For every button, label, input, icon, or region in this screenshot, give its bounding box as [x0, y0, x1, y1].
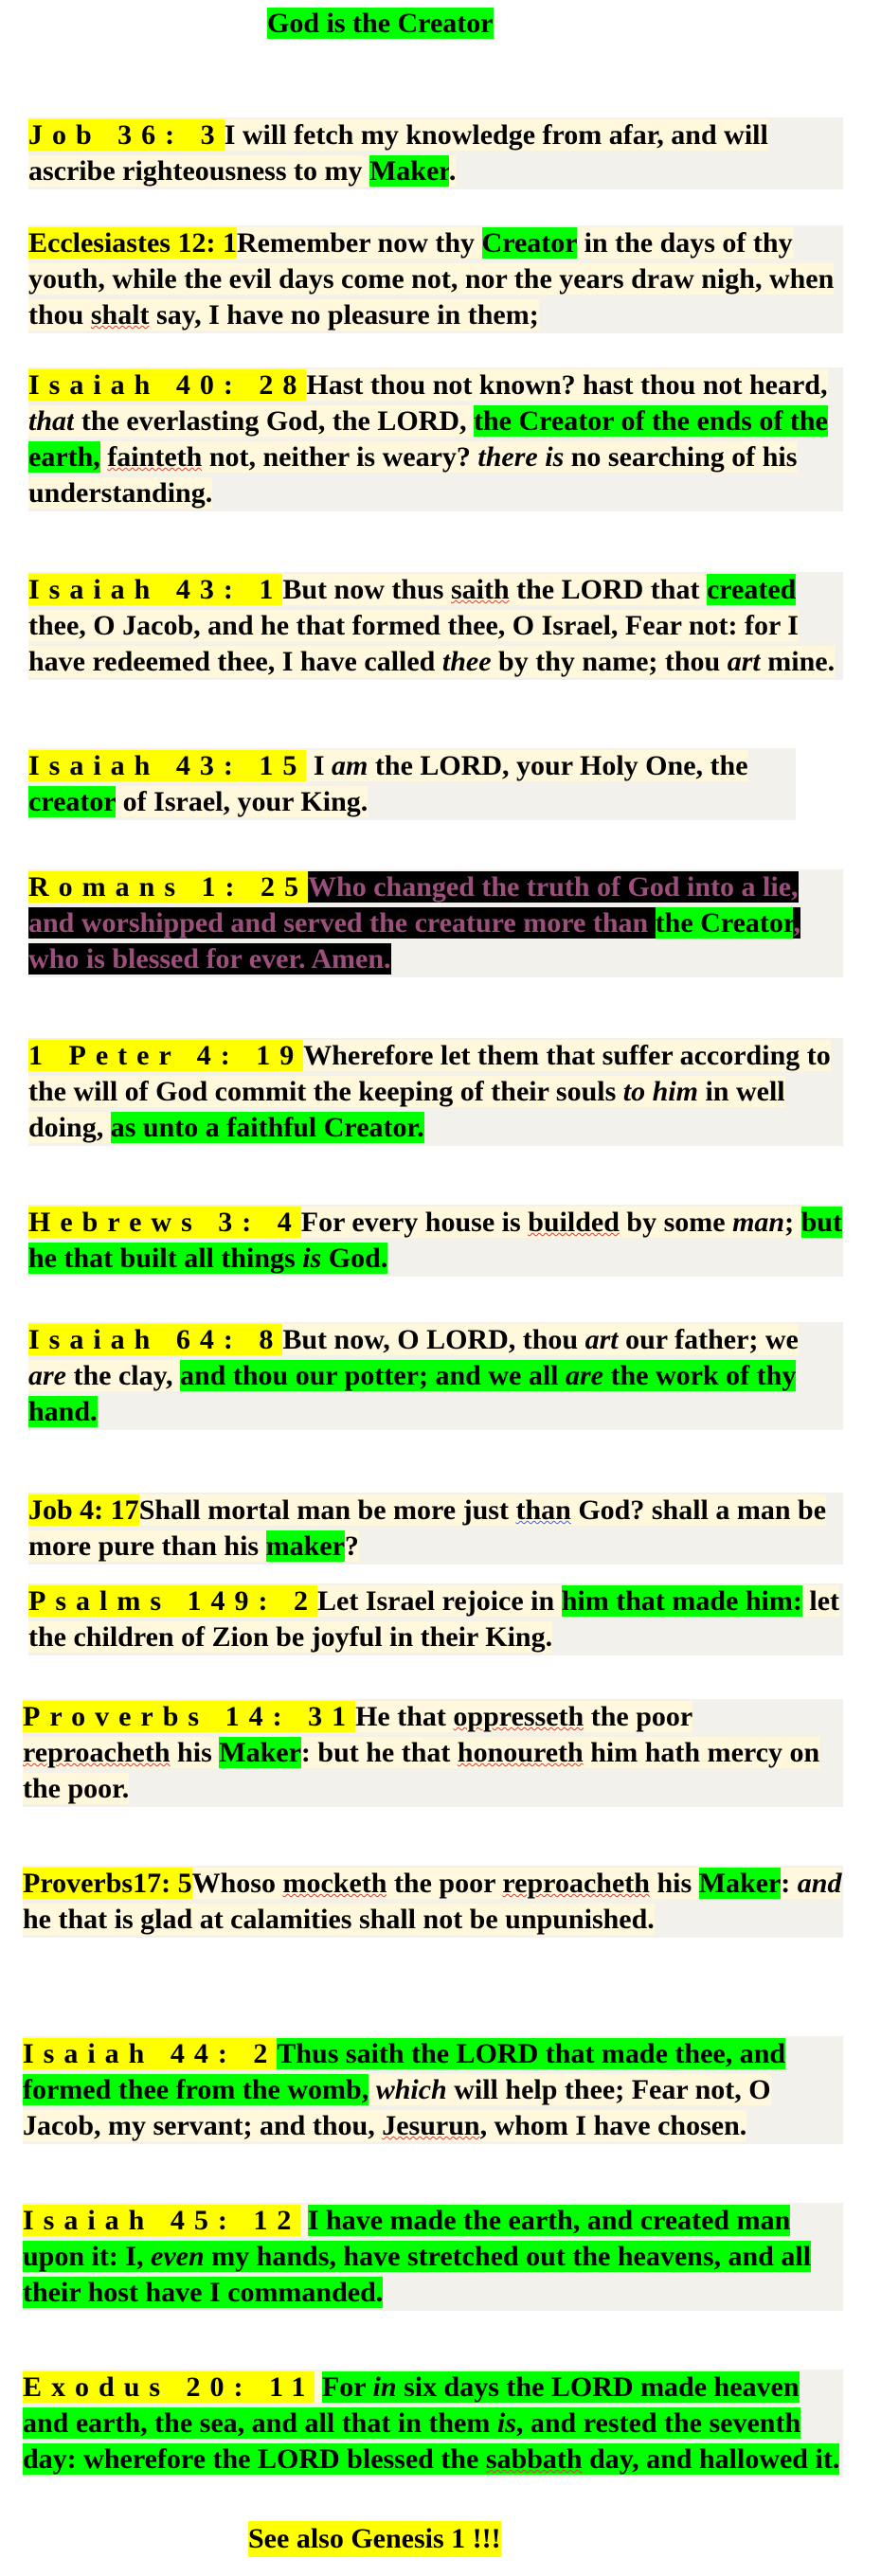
- verse-isaiah-40-28: [28, 367, 843, 511]
- verse-job-4-17: [28, 1493, 843, 1565]
- highlighted-phrase: and thou our potter; and we all: [180, 1360, 566, 1391]
- verse-reference: Isaiah 64: 8: [28, 1324, 283, 1355]
- verse-text: [23, 2370, 843, 2478]
- verse-segment: in the days of thy youth, while the evil days come not, nor the years draw nigh, when thou: [28, 227, 835, 331]
- verse-segment: :: [781, 1868, 798, 1899]
- verse-segment: there is: [477, 441, 565, 473]
- verse-segment: our father; we: [618, 1324, 799, 1355]
- verse-segment: [315, 2371, 322, 2403]
- verse-text: [28, 117, 843, 189]
- verse-reference: Ecclesiastes 12: 1: [28, 227, 237, 259]
- verse-isaiah-45-12: [23, 2203, 843, 2311]
- verse-proverbs-17-5: [23, 1866, 843, 1938]
- verse-segment: him hath mercy on the poor.: [23, 1737, 820, 1804]
- verse-text: [28, 869, 843, 977]
- highlighted-phrase: maker: [265, 1530, 345, 1562]
- verse-segment: art: [727, 646, 761, 677]
- verse-segment: builded: [528, 1207, 620, 1238]
- highlighted-phrase: is: [302, 1243, 322, 1274]
- highlighted-phrase: For: [321, 2371, 373, 2403]
- verse-reference: Psalms 149: 2: [28, 1585, 317, 1617]
- verse-text: [28, 1493, 843, 1565]
- highlighted-phrase: Maker: [219, 1737, 301, 1768]
- verse-reference: Proverbs 14: 31: [23, 1701, 356, 1732]
- verse-reference: 1 Peter 4: 19: [28, 1040, 304, 1071]
- verse-text: [23, 1866, 843, 1938]
- verse-segment: the poor: [584, 1701, 693, 1732]
- highlighted-phrase: created: [706, 574, 797, 605]
- verse-segment: no searching of his understanding.: [28, 441, 798, 509]
- verse-segment: of Israel, your King.: [116, 786, 369, 817]
- verse-1-peter-4-19: [28, 1038, 843, 1146]
- verse-segment: that: [28, 405, 75, 437]
- verse-segment: Shall mortal man be more just: [138, 1494, 516, 1526]
- verse-text: [23, 2036, 843, 2144]
- highlighted-phrase: but he that built all things: [28, 1207, 842, 1274]
- verse-segment: Wherefore let them that suffer according to the will of God commit the keeping of their souls: [28, 1040, 831, 1107]
- verse-segment: Jesurun: [382, 2110, 480, 2141]
- highlighted-phrase: him that made him:: [561, 1585, 802, 1617]
- verse-segment: reproacheth: [23, 1737, 171, 1768]
- verse-segment: his: [170, 1737, 220, 1768]
- verse-romans-1-25: [28, 869, 843, 977]
- verse-segment: : but he that: [300, 1737, 458, 1768]
- verse-isaiah-64-8: [28, 1322, 843, 1430]
- highlighted-phrase: the work of thy hand.: [28, 1360, 797, 1427]
- verse-segment: He that: [355, 1701, 454, 1732]
- highlighted-phrase: day, and hallowed it.: [582, 2443, 840, 2475]
- highlighted-phrase: creator: [28, 786, 117, 817]
- verse-segment: Whoso: [191, 1868, 283, 1899]
- verse-segment: oppresseth: [453, 1701, 584, 1732]
- verse-reference: Romans 1: 25: [28, 871, 309, 903]
- verse-segment: , who is blessed for ever. Amen.: [28, 907, 800, 975]
- highlighted-phrase: Maker: [369, 155, 449, 187]
- verse-text: [28, 1205, 843, 1277]
- verse-reference: Job 4: 17: [28, 1494, 139, 1526]
- verse-segment: the poor: [387, 1868, 503, 1899]
- verse-segment: thee, O Jacob, and he that formed thee, O Israel, Fear not: for I have redeemed thee, I have called: [28, 610, 799, 677]
- verse-segment: not, neither is weary?: [202, 441, 478, 473]
- verse-segment: Who changed the truth of God into a lie, and worshipped and served the creature more than: [28, 871, 799, 939]
- verse-segment: by thy name; thou: [491, 646, 728, 677]
- verse-segment: his: [649, 1868, 699, 1899]
- verse-text: [28, 1038, 843, 1146]
- verse-text: [23, 1699, 843, 1807]
- verse-segment: , whom I have chosen.: [479, 2110, 747, 2141]
- highlighted-phrase: God.: [321, 1243, 388, 1274]
- verse-text: [28, 1322, 843, 1430]
- verse-segment: God? shall a man be more pure than his: [28, 1494, 827, 1562]
- verse-text: [28, 225, 843, 333]
- verse-isaiah-44-2: [23, 2036, 843, 2144]
- verse-segment: in well doing,: [28, 1076, 785, 1143]
- verse-segment: he that is glad at calamities shall not be unpunished.: [23, 1904, 655, 1935]
- verse-segment: fainteth: [107, 441, 203, 473]
- verse-text: [23, 2203, 843, 2311]
- verse-reference: Exodus 20: 11: [23, 2371, 315, 2403]
- verse-segment: mocketh: [282, 1868, 387, 1899]
- verse-segment: shalt: [90, 299, 150, 331]
- highlighted-phrase: Creator: [481, 227, 578, 259]
- verse-segment: are: [28, 1360, 66, 1391]
- highlighted-phrase: Maker: [698, 1868, 782, 1899]
- verse-segment: to him: [622, 1076, 698, 1107]
- verse-segment: honoureth: [457, 1737, 584, 1768]
- verse-segment: the LORD that: [509, 574, 707, 605]
- verse-psalms-149-2: [28, 1583, 843, 1655]
- verse-text: [28, 572, 843, 680]
- verse-reference: Isaiah 43: 15: [28, 750, 307, 781]
- verse-segment: [369, 2074, 376, 2105]
- verse-ecclesiastes-12-1: [28, 225, 843, 333]
- verse-isaiah-43-15: [28, 748, 796, 820]
- highlighted-phrase: even: [151, 2241, 205, 2272]
- verse-segment: I: [306, 750, 333, 781]
- verse-segment: mine.: [760, 646, 836, 677]
- verse-segment: saith: [450, 574, 510, 605]
- verse-segment: say, I have no pleasure in them;: [149, 299, 539, 331]
- highlighted-phrase: I have made the earth, and created man upon it: I,: [23, 2205, 791, 2272]
- verse-proverbs-14-31: [23, 1699, 843, 1807]
- verse-reference: Hebrews 3: 4: [28, 1207, 301, 1238]
- verse-segment: .: [448, 155, 457, 187]
- highlighted-phrase: the Creator: [655, 907, 794, 939]
- highlighted-phrase: , and rested the seventh day: wherefore the LORD blessed the: [23, 2407, 801, 2475]
- highlighted-phrase: in: [372, 2371, 397, 2403]
- highlighted-phrase: as unto a faithful Creator.: [110, 1112, 424, 1143]
- verse-segment: But now thus: [282, 574, 451, 605]
- highlighted-phrase: six days the LORD made heaven and earth, the sea, and all that in them: [23, 2371, 800, 2439]
- highlighted-phrase: my hands, have stretched out the heavens, and all their host have I commanded.: [23, 2241, 812, 2308]
- verse-segment: than: [515, 1494, 571, 1526]
- verse-segment: ;: [784, 1207, 801, 1238]
- highlighted-phrase: is: [496, 2407, 516, 2439]
- verse-reference: Isaiah 44: 2: [23, 2038, 278, 2069]
- verse-segment: Remember now thy: [236, 227, 482, 259]
- highlighted-phrase: Thus saith the LORD that made thee, and formed thee from the womb,: [23, 2038, 786, 2105]
- verse-segment: But now, O LORD, thou: [282, 1324, 585, 1355]
- verse-reference: Proverbs17: 5: [23, 1868, 192, 1899]
- verse-reference: Isaiah 43: 1: [28, 574, 283, 605]
- verse-segment: the everlasting God, the LORD,: [74, 405, 474, 437]
- verse-segment: the LORD, your Holy One, the: [368, 750, 748, 781]
- verse-reference: Isaiah 45: 12: [23, 2205, 301, 2236]
- verse-segment: Let Israel rejoice in: [317, 1585, 562, 1617]
- verse-exodus-20-11: [23, 2370, 843, 2478]
- verse-segment: am: [332, 750, 369, 781]
- verse-segment: reproacheth: [502, 1868, 650, 1899]
- verse-text: [28, 748, 796, 820]
- verse-text: [28, 367, 843, 511]
- highlighted-phrase: are: [566, 1360, 603, 1391]
- verse-segment: ?: [344, 1530, 359, 1562]
- verse-segment: thee: [441, 646, 492, 677]
- verse-segment: which: [375, 2074, 447, 2105]
- verse-segment: Hast thou not known? hast thou not heard,: [306, 369, 828, 401]
- verse-segment: I will fetch my knowledge from afar, and will ascribe righteousness to my: [28, 119, 768, 187]
- highlighted-phrase: sabbath: [485, 2443, 583, 2475]
- verse-text: [28, 1583, 843, 1655]
- verse-isaiah-43-1: [28, 572, 843, 680]
- verse-segment: and: [797, 1868, 842, 1899]
- verse-reference: Isaiah 40: 28: [28, 369, 307, 401]
- page-title: God is the Creator: [267, 8, 494, 39]
- verse-job-36-3: [28, 117, 843, 189]
- verse-segment: For every house is: [300, 1207, 529, 1238]
- verse-segment: [300, 2205, 308, 2236]
- verse-segment: let the children of Zion be joyful in their King.: [28, 1585, 840, 1653]
- verse-segment: man: [732, 1207, 785, 1238]
- verse-segment: will help thee; Fear not, O Jacob, my servant; and thou,: [23, 2074, 771, 2141]
- verse-reference: Job 36: 3: [28, 119, 225, 151]
- highlighted-phrase: the Creator of the ends of the earth,: [28, 405, 828, 473]
- verse-hebrews-3-4: [28, 1205, 843, 1277]
- verse-segment: art: [584, 1324, 619, 1355]
- verse-segment: the clay,: [66, 1360, 180, 1391]
- see-also-note: See also Genesis 1 !!!: [248, 2521, 501, 2557]
- verse-segment: by some: [619, 1207, 733, 1238]
